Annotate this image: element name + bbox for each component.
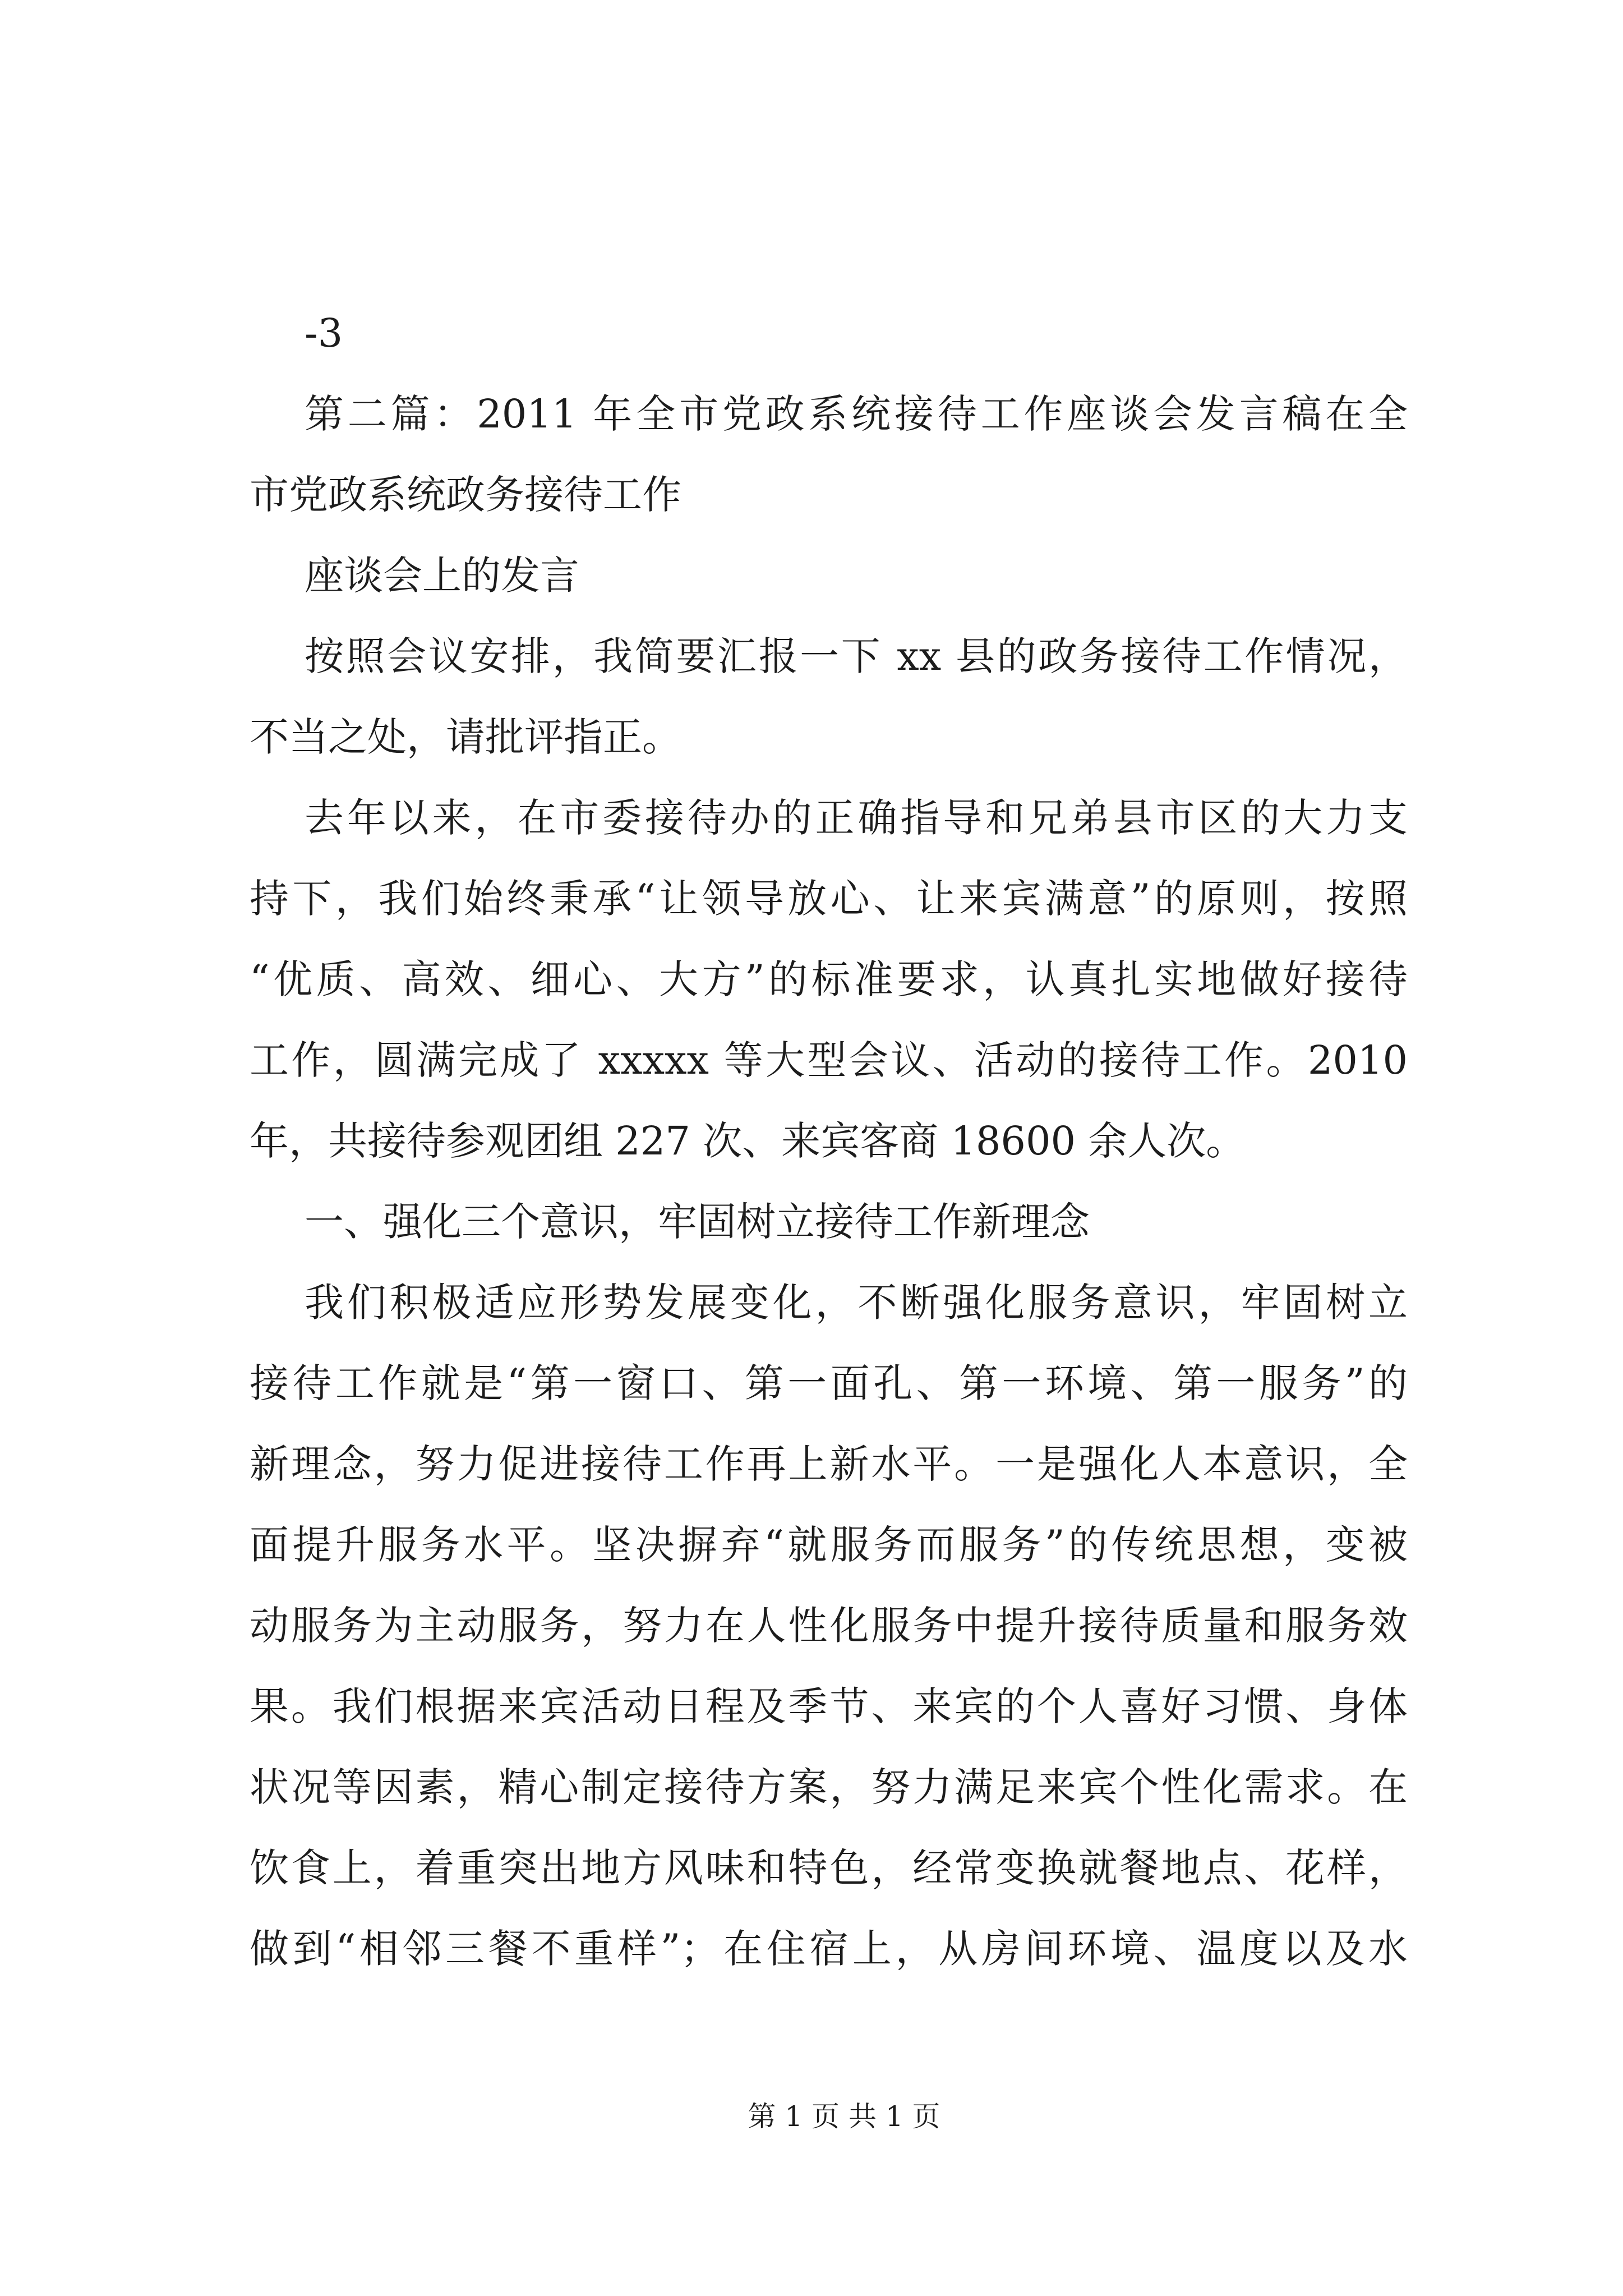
summary-paragraph <box>250 777 1408 1181</box>
section-body-paragraph <box>250 1262 1408 1989</box>
heading-line: 市党政系统政务接待工作 <box>250 472 681 518</box>
paragraph-line: 年，共接待参观团组 227 次、来宾客商 18600 余人次。 <box>250 1118 1246 1164</box>
page-fragment-text: -3 <box>305 310 343 356</box>
paragraph-line: 新理念，努力促进接待工作再上新水平。一是强化人本意识，全 <box>250 1441 1408 1487</box>
paragraph-line: 工作，圆满完成了 xxxxx 等大型会议、活动的接待工作。2010 <box>250 1037 1408 1083</box>
subheading: 座谈会上的发言 <box>305 553 579 599</box>
section-title: 一、强化三个意识，牢固树立接待工作新理念 <box>305 1199 1090 1245</box>
paragraph-line: 做到“相邻三餐不重样”；在住宿上，从房间环境、温度以及水 <box>250 1926 1408 1972</box>
heading-line: 第二篇：2011 年全市党政系统接待工作座谈会发言稿在全 <box>305 391 1408 437</box>
paragraph-line: 不当之处，请批评指正。 <box>250 714 681 760</box>
paragraph-line: 接待工作就是“第一窗口、第一面孔、第一环境、第一服务”的 <box>250 1360 1408 1406</box>
paragraph-line: 面提升服务水平。坚决摒弃“就服务而服务”的传统思想，变被 <box>250 1522 1408 1568</box>
paragraph-line: 按照会议安排，我简要汇报一下 xx 县的政务接待工作情况， <box>305 633 1408 679</box>
paragraph-line: “优质、高效、细心、大方”的标准要求，认真扎实地做好接待 <box>250 956 1408 1002</box>
paragraph-line: 去年以来，在市委接待办的正确指导和兄弟县市区的大力支 <box>305 795 1408 841</box>
paragraph-line: 果。我们根据来宾活动日程及季节、来宾的个人喜好习惯、身体 <box>250 1683 1408 1729</box>
page-footer-label: 第 1 页 共 1 页 <box>748 2100 940 2133</box>
document-body <box>250 293 1408 1989</box>
paragraph-line: 持下，我们始终秉承“让领导放心、让来宾满意”的原则，按照 <box>250 876 1408 922</box>
heading-paragraph <box>250 374 1408 535</box>
intro-paragraph <box>250 616 1408 777</box>
paragraph-line: 饮食上，着重突出地方风味和特色，经常变换就餐地点、花样， <box>250 1845 1408 1891</box>
paragraph-line: 状况等因素，精心制定接待方案，努力满足来宾个性化需求。在 <box>250 1764 1408 1810</box>
paragraph-line: 我们积极适应形势发展变化，不断强化服务意识，牢固树立 <box>305 1280 1408 1326</box>
paragraph-line: 动服务为主动服务，努力在人性化服务中提升接待质量和服务效 <box>250 1603 1408 1649</box>
